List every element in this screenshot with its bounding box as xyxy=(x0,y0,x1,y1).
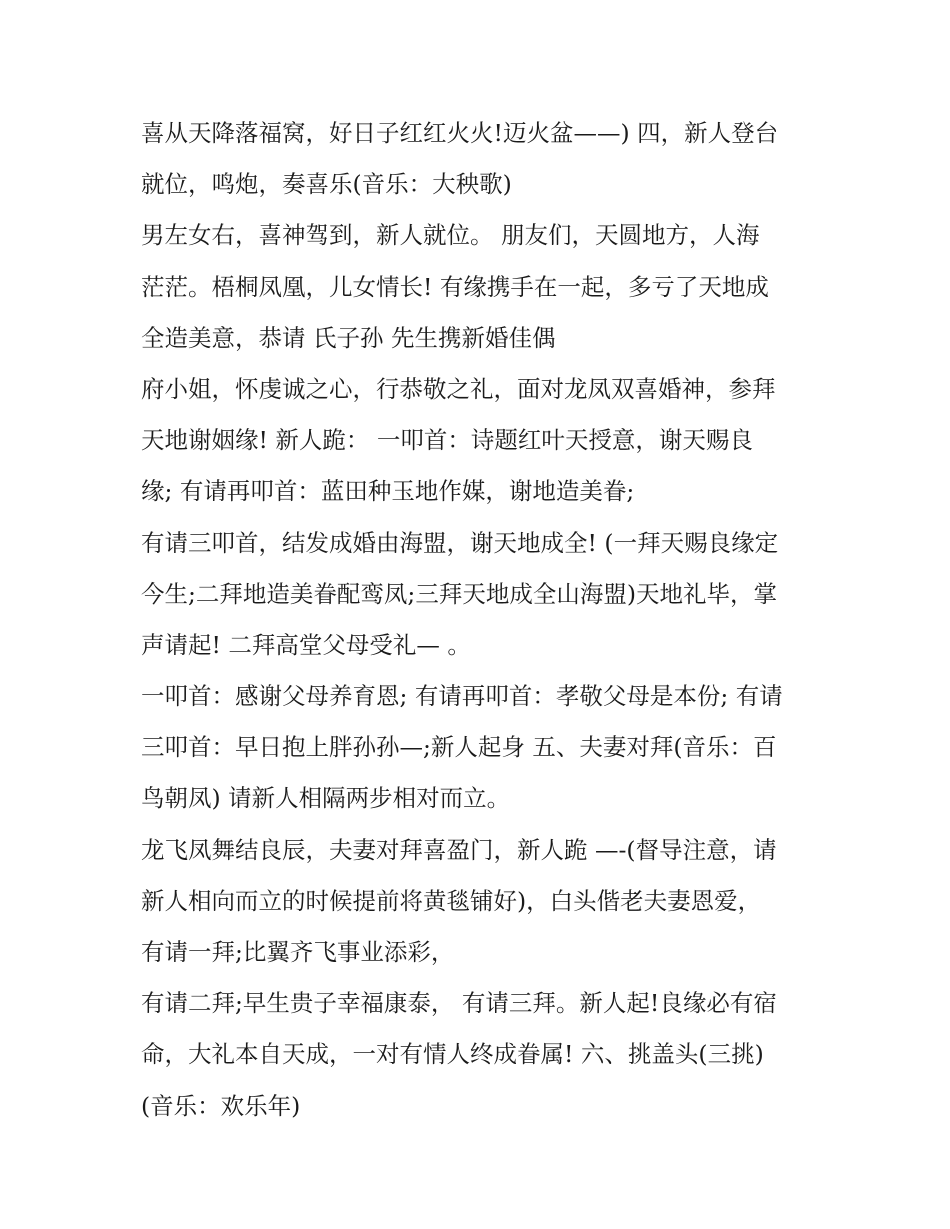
text-line: 有请三叩首，结发成婚由海盟，谢天地成全! (一拜天赐良缘定 xyxy=(141,528,779,557)
text-line: 今生;二拜地造美眷配鸾凤;三拜天地成全山海盟)天地礼毕，掌 xyxy=(141,579,778,608)
text-line: 天地谢姻缘! 新人跪： 一叩首：诗题红叶天授意，谢天赐良 xyxy=(141,426,753,455)
text-line: 全造美意，恭请 氏子孙 先生携新婚佳偶 xyxy=(141,323,556,352)
text-line: 喜从天降落福窝，好日子红红火火!迈火盆——) 四，新人登台 xyxy=(141,119,779,147)
text-line: 府小姐，怀虔诚之心，行恭敬之礼，面对龙凤双喜婚神，参拜 xyxy=(141,374,776,403)
text-line: 命，大礼本自天成，一对有情人终成眷属! 六、挑盖头(三挑) xyxy=(141,1040,764,1069)
text-line: 有请二拜;早生贵子幸福康泰， 有请三拜。新人起!良缘必有宿 xyxy=(141,989,777,1018)
text-line: 新人相向而立的时候提前将黄毯铺好)，白头偕老夫妻恩爱， xyxy=(141,886,762,915)
text-line: 三叩首：早日抱上胖孙孙—;新人起身 五、夫妻对拜(音乐：百 xyxy=(141,733,777,762)
text-line: 鸟朝凤) 请新人相隔两步相对而立。 xyxy=(141,784,511,813)
text-line: 龙飞凤舞结良辰，夫妻对拜喜盈门，新人跪 —-(督导注意，请 xyxy=(141,835,777,864)
text-line: 茫茫。梧桐凤凰，儿女情长! 有缘携手在一起，多亏了天地成 xyxy=(141,272,769,301)
text-line: 就位，鸣炮，奏喜乐(音乐：大秧歌) xyxy=(141,170,512,199)
text-line: 声请起! 二拜高堂父母受礼— 。 xyxy=(141,630,471,659)
body-text xyxy=(141,108,821,1132)
text-line: 一叩首：感谢父母养育恩; 有请再叩首：孝敬父母是本份; 有请 xyxy=(141,682,783,711)
text-line: 有请一拜;比翼齐飞事业添彩， xyxy=(141,938,455,966)
text-line: 缘; 有请再叩首：蓝田种玉地作媒，谢地造美眷; xyxy=(141,477,635,506)
text-line: (音乐：欢乐年) xyxy=(141,1091,301,1120)
text-line: 男左女右，喜神驾到，新人就位。 朋友们，天圆地方，人海 xyxy=(141,221,760,250)
